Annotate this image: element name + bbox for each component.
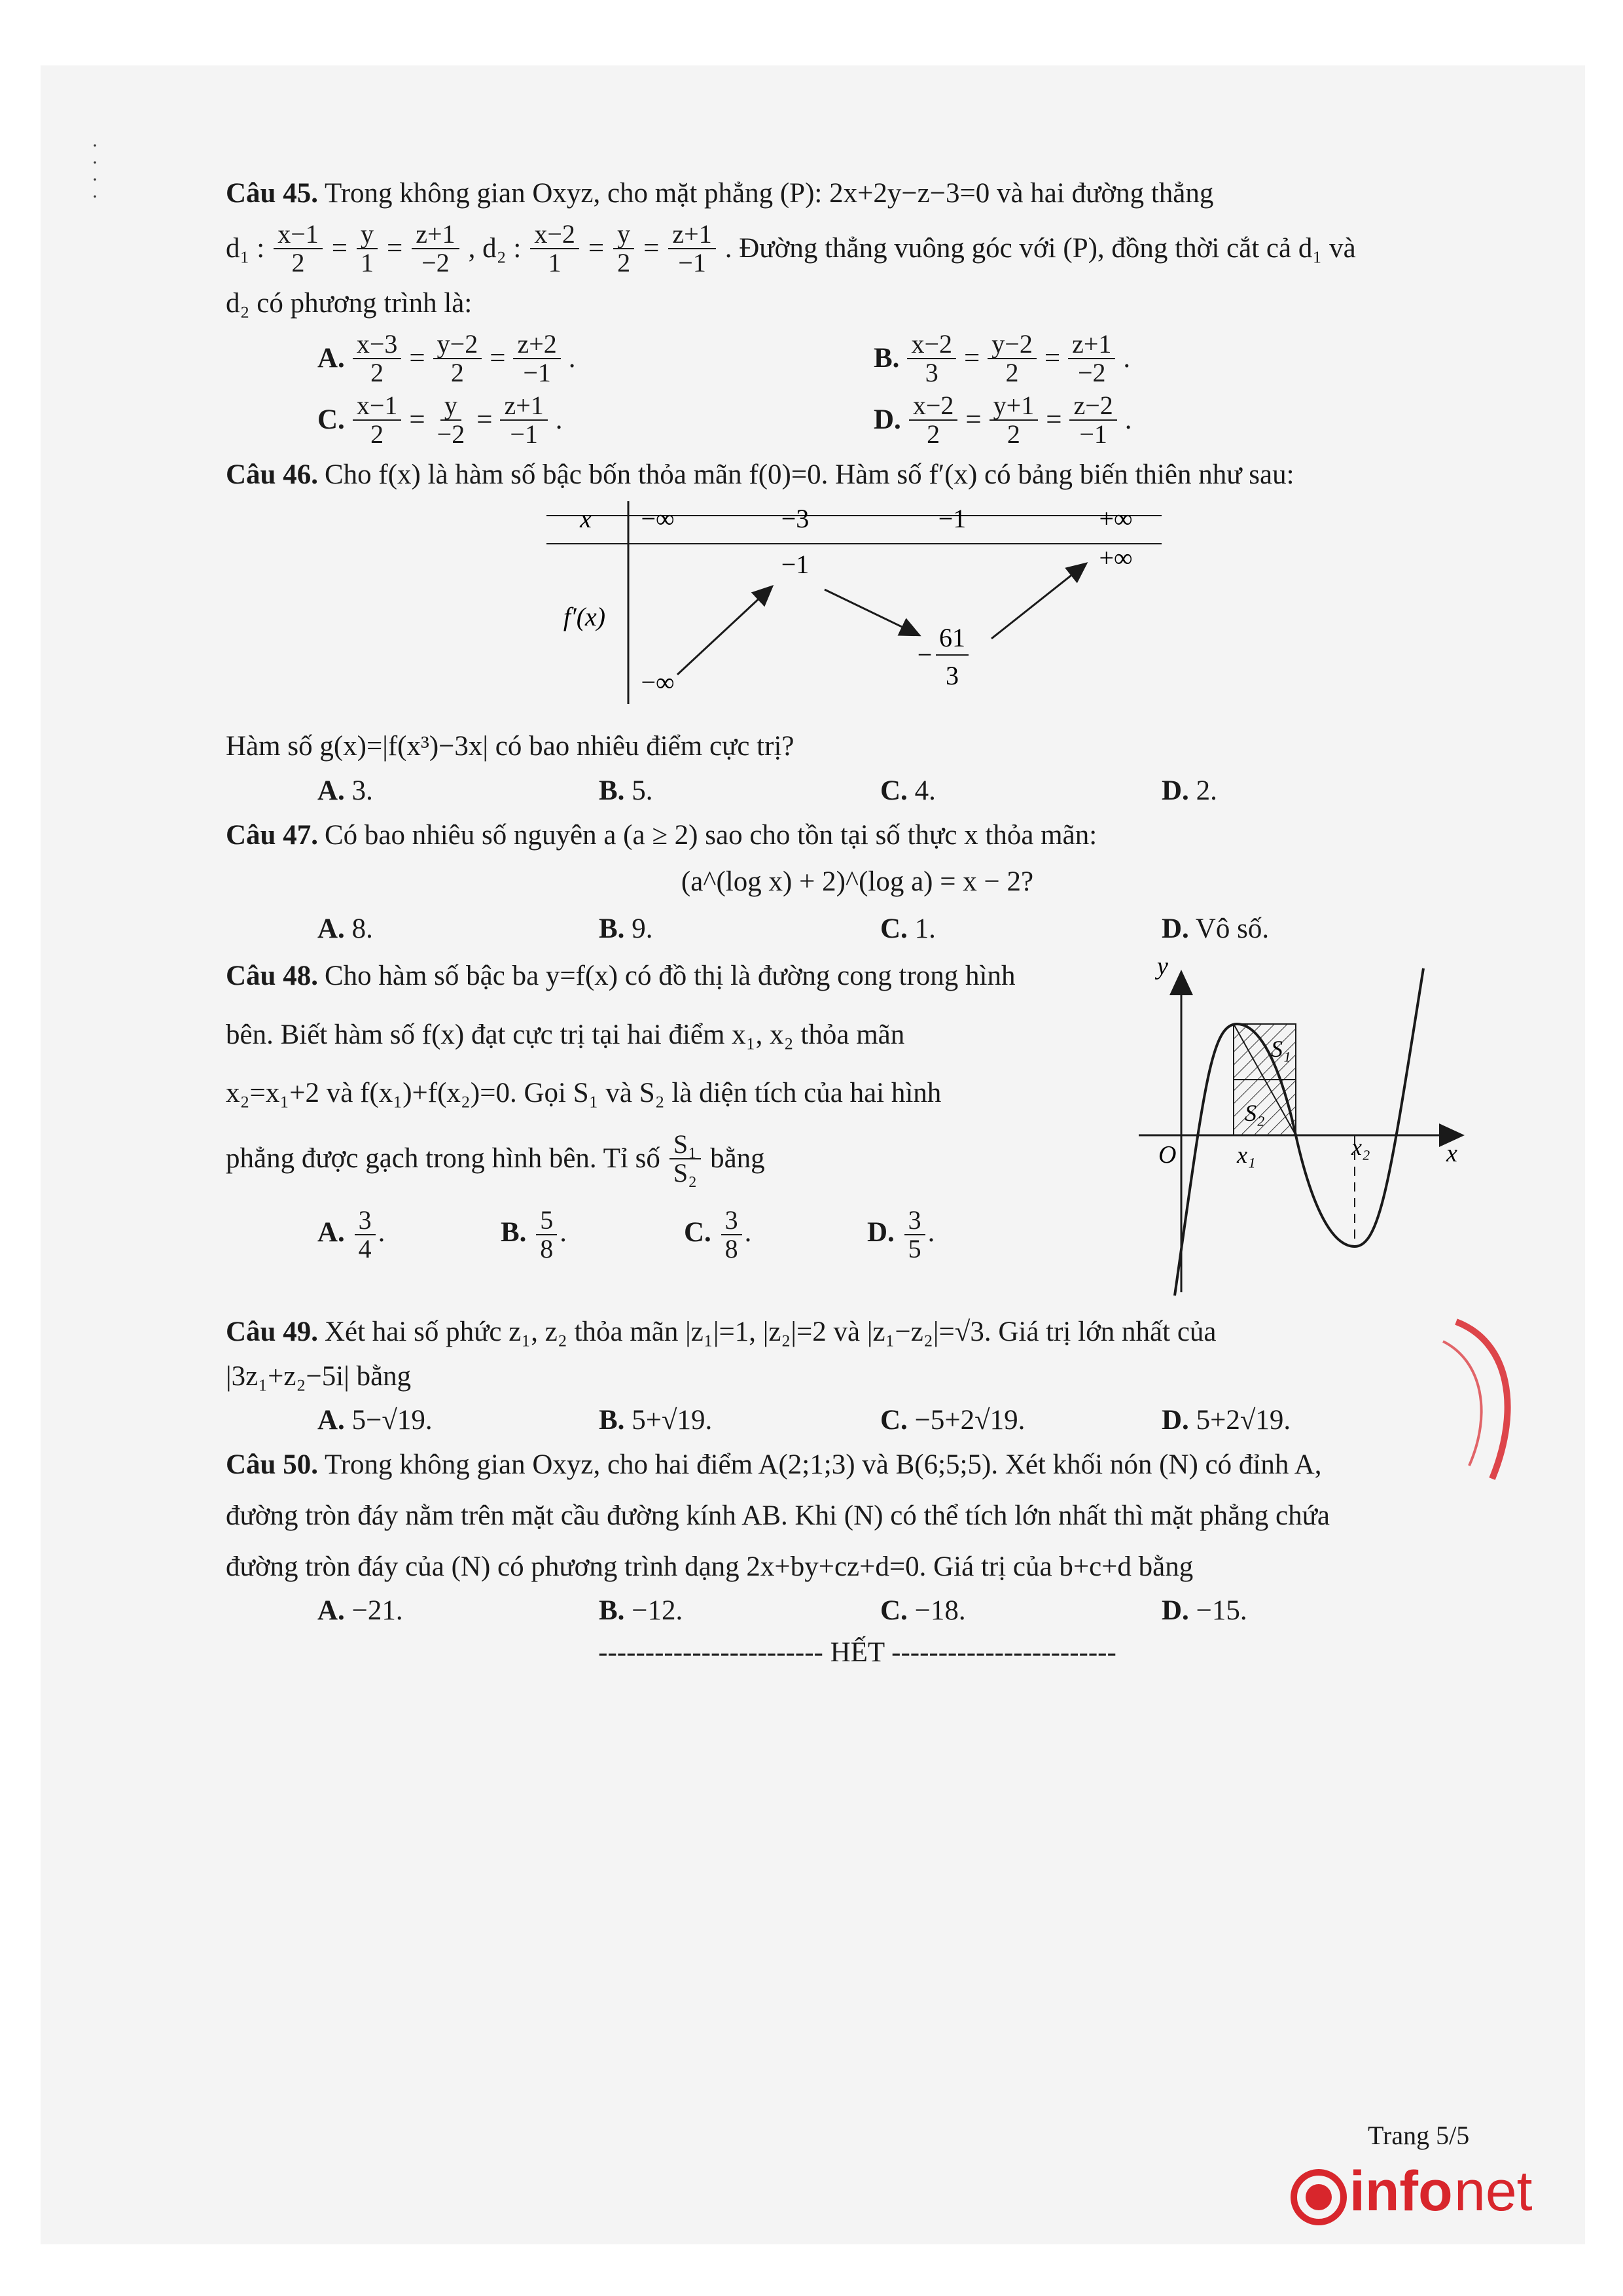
q47-option-d[interactable]: D. Vô số.: [1162, 913, 1270, 944]
logo-net-text: net: [1454, 2160, 1533, 2223]
q46-option-a[interactable]: A. 3.: [317, 775, 373, 806]
q48-option-c[interactable]: C. $\frac{3}{8}$ .: [684, 1205, 752, 1263]
table-x-value: +∞: [1099, 504, 1133, 534]
q47-label: Câu 47.: [226, 819, 318, 851]
graph-x2-label: x₂: [1351, 1133, 1370, 1160]
table-x-value: −∞: [641, 504, 675, 534]
q50-line: đường tròn đáy của (N) có phương trình dạng 2x+by+cz+d=0. Giá trị của b+c+d bằng: [226, 1551, 1194, 1582]
q46-text: Cho f(x) là hàm số bậc bốn thỏa mãn f(0)=0. Hàm số f′(x) có bảng biến thiên như sau:: [324, 459, 1294, 490]
red-stamp: [1430, 1315, 1522, 1485]
question-46: [226, 457, 1489, 809]
q48-line: Cho hàm số bậc ba y=f(x) có đồ thị là đường cong trong hình: [324, 960, 1016, 991]
q48-line: x₂=x₁+2 và f(x₁)+f(x₂)=0. Gọi S₁ và S₂ là diện tích của hai hình: [226, 1078, 942, 1109]
table-value-plus-inf: +∞: [1099, 543, 1133, 573]
q47-option-a[interactable]: A. 8.: [317, 913, 373, 944]
logo-info-text: info: [1349, 2160, 1453, 2223]
q48-option-d[interactable]: D. $\frac{3}{5}$ .: [867, 1205, 935, 1263]
q49-label: Câu 49.: [226, 1316, 318, 1347]
q47-text: Có bao nhiêu số nguyên a (a ≥ 2) sao cho tồn tại số thực x thỏa mãn:: [324, 819, 1097, 851]
q49-option-b[interactable]: B. 5+√19.: [599, 1405, 713, 1436]
q49-text2: |3z₁+z₂−5i| bằng: [226, 1360, 412, 1392]
exam-page: [226, 167, 1489, 1670]
q50-option-d[interactable]: D. −15.: [1162, 1595, 1247, 1627]
q49-text1: Xét hai số phức z₁, z₂ thỏa mãn |z₁|=1, |z₂|=2 và |z₁−z₂|=√3. Giá trị lớn nhất của: [324, 1316, 1217, 1347]
graph-y-label: y: [1157, 958, 1168, 980]
q45-d2-frac: $\frac{x-2}{1}$: [530, 221, 579, 277]
q45-option-d[interactable]: D. $\frac{x-2}{2}$ = $\frac{y+1}{2}$ = $\frac{z-2}{-1}$ .: [874, 390, 1132, 449]
q45-label: Câu 45.: [226, 178, 318, 209]
q45-d2-lhs: , d₂ :: [468, 232, 522, 264]
q45-d1-frac: $\frac{x-1}{2}$: [274, 221, 323, 277]
table-value-frac-n: 61: [939, 623, 965, 653]
q46-option-b[interactable]: B. 5.: [599, 775, 653, 806]
q48-line: bên. Biết hàm số f(x) đạt cực trị tại hai điểm x₁, x₂ thỏa mãn: [226, 1019, 905, 1050]
q49-option-d[interactable]: D. 5+2√19.: [1162, 1405, 1291, 1436]
question-48: [226, 959, 1489, 1305]
q46-option-d[interactable]: D. 2.: [1162, 775, 1217, 806]
graph-x-label: x: [1446, 1139, 1457, 1167]
q47-option-b[interactable]: B. 9.: [599, 913, 653, 944]
q45-d1-frac: $\frac{y}{1}$: [357, 221, 378, 277]
q45-d1-lhs: d₁ :: [226, 232, 265, 264]
cubic-graph: [1132, 959, 1486, 1299]
end-marker: ------------------------ HẾT ------------------------: [598, 1637, 1116, 1668]
q49-option-c[interactable]: C. −5+2√19.: [880, 1405, 1026, 1436]
graph-x1-label: x₁: [1237, 1141, 1256, 1168]
table-x-value: −3: [781, 504, 810, 534]
margin-dots: · · · ·: [92, 135, 98, 207]
q45-text1: Trong không gian Oxyz, cho mặt phẳng (P): 2x+2y−z−3=0 và hai đường thẳng: [324, 178, 1214, 209]
q45-d2-frac: $\frac{z+1}{-1}$: [668, 221, 715, 277]
q45-text3: d₂ có phương trình là:: [226, 287, 473, 319]
q48-option-a[interactable]: A. $\frac{3}{4}$ .: [317, 1205, 385, 1263]
q48-option-b[interactable]: B. $\frac{5}{8}$ .: [501, 1205, 567, 1263]
graph-s1-label: S₁: [1271, 1035, 1291, 1062]
q50-line: đường tròn đáy nằm trên mặt cầu đường kính AB. Khi (N) có thể tích lớn nhất thì mặt phẳng chứa: [226, 1500, 1330, 1531]
table-x-label: x: [580, 504, 592, 534]
q50-option-c[interactable]: C. −18.: [880, 1595, 966, 1627]
q50-label: Câu 50.: [226, 1449, 318, 1480]
page-number: Trang 5/5: [1368, 2121, 1470, 2150]
cubic-curve: [1175, 968, 1423, 1296]
question-47: [226, 818, 1489, 947]
arrow-up: [677, 586, 772, 675]
q45-d2-frac: $\frac{y}{2}$: [613, 221, 634, 277]
q48-label: Câu 48.: [226, 960, 318, 991]
q45-option-b[interactable]: B. $\frac{x-2}{3}$ = $\frac{y-2}{2}$ = $\frac{z+1}{-2}$ .: [874, 328, 1131, 387]
q46-option-c[interactable]: C. 4.: [880, 775, 936, 806]
q47-option-c[interactable]: C. 1.: [880, 913, 936, 944]
q45-d1-frac: $\frac{z+1}{-2}$: [412, 221, 459, 277]
q45-option-c[interactable]: C. $\frac{x-1}{2}$ = $\frac{y}{-2}$ = $\frac{z+1}{-1}$ .: [317, 390, 563, 449]
q47-formula: (a^(log x) + 2)^(log a) = x − 2?: [681, 866, 1034, 898]
q48-line: bằng: [710, 1143, 765, 1174]
q48-line: phẳng được gạch trong hình bên. Tỉ số: [226, 1143, 660, 1174]
q50-line: Trong không gian Oxyz, cho hai điểm A(2;1;3) và B(6;5;5). Xét khối nón (N) có đỉnh A,: [324, 1449, 1322, 1480]
q49-option-a[interactable]: A. 5−√19.: [317, 1405, 433, 1436]
q46-label: Câu 46.: [226, 459, 318, 490]
arrow-up: [991, 563, 1086, 639]
q50-option-a[interactable]: A. −21.: [317, 1595, 403, 1627]
table-value-minus-inf: −∞: [641, 667, 675, 698]
graph-s2-label: S₂: [1245, 1099, 1265, 1126]
question-45: Câu 45. Trong không gian Oxyz, cho mặt phẳng (P): 2x+2y−z−3=0 và hai đường thẳng d₁ : $\frac{x-1}{2}$ = $\frac{y}{1}$ = $\frac{z+1}{-2}$ , d₂ : $\frac{x-2}{1}$ = $\frac{y}{2}$ = $\frac{z+1}{-1}$ . Đường thẳng vuông góc với (P), đồng thời cắt cả d₁ và d₂ có phương trình là: A. $\frac{x-3}{2}$ = $\frac{y-2}{2}$ = $\frac{z+2}{-1}$ . B. $\frac{x-2}{3}$ = $\frac{y-2}{2}$ = $\frac{z+1}{-2}$ . C. $\frac{x-1}{2}$ = $\frac{y}{-2}$ = $\frac{z+1}{-1}$ . D. $\frac{x-2}{2}$ = $\frac{y+1}{2}$ = $\frac{z-2}{-1}$ .: [226, 176, 1489, 448]
table-row-label: f′(x): [563, 602, 606, 632]
graph-origin-label: O: [1158, 1140, 1177, 1169]
question-49: [226, 1315, 1489, 1438]
infonet-logo: [1289, 2159, 1551, 2231]
table-value-frac-d: 3: [946, 661, 959, 691]
q45-option-a[interactable]: A. $\frac{x-3}{2}$ = $\frac{y-2}{2}$ = $\frac{z+2}{-1}$ .: [317, 328, 576, 387]
table-value-m1: −1: [781, 550, 810, 580]
table-x-value: −1: [938, 504, 967, 534]
question-50: [226, 1447, 1489, 1629]
variation-table: [226, 501, 1489, 711]
q46-question: Hàm số g(x)=|f(x³)−3x| có bao nhiêu điểm cực trị?: [226, 731, 794, 762]
q50-option-b[interactable]: B. −12.: [599, 1595, 683, 1627]
arrow-down: [825, 590, 919, 635]
q45-text2: . Đường thẳng vuông góc với (P), đồng thời cắt cả d₁ và: [724, 232, 1356, 264]
infonet-swoosh-icon: [1289, 2164, 1348, 2230]
q48-ratio: $\frac{\text{S₁}}{\text{S₂}}$: [669, 1131, 701, 1187]
table-value-frac-sign: −: [917, 640, 933, 670]
